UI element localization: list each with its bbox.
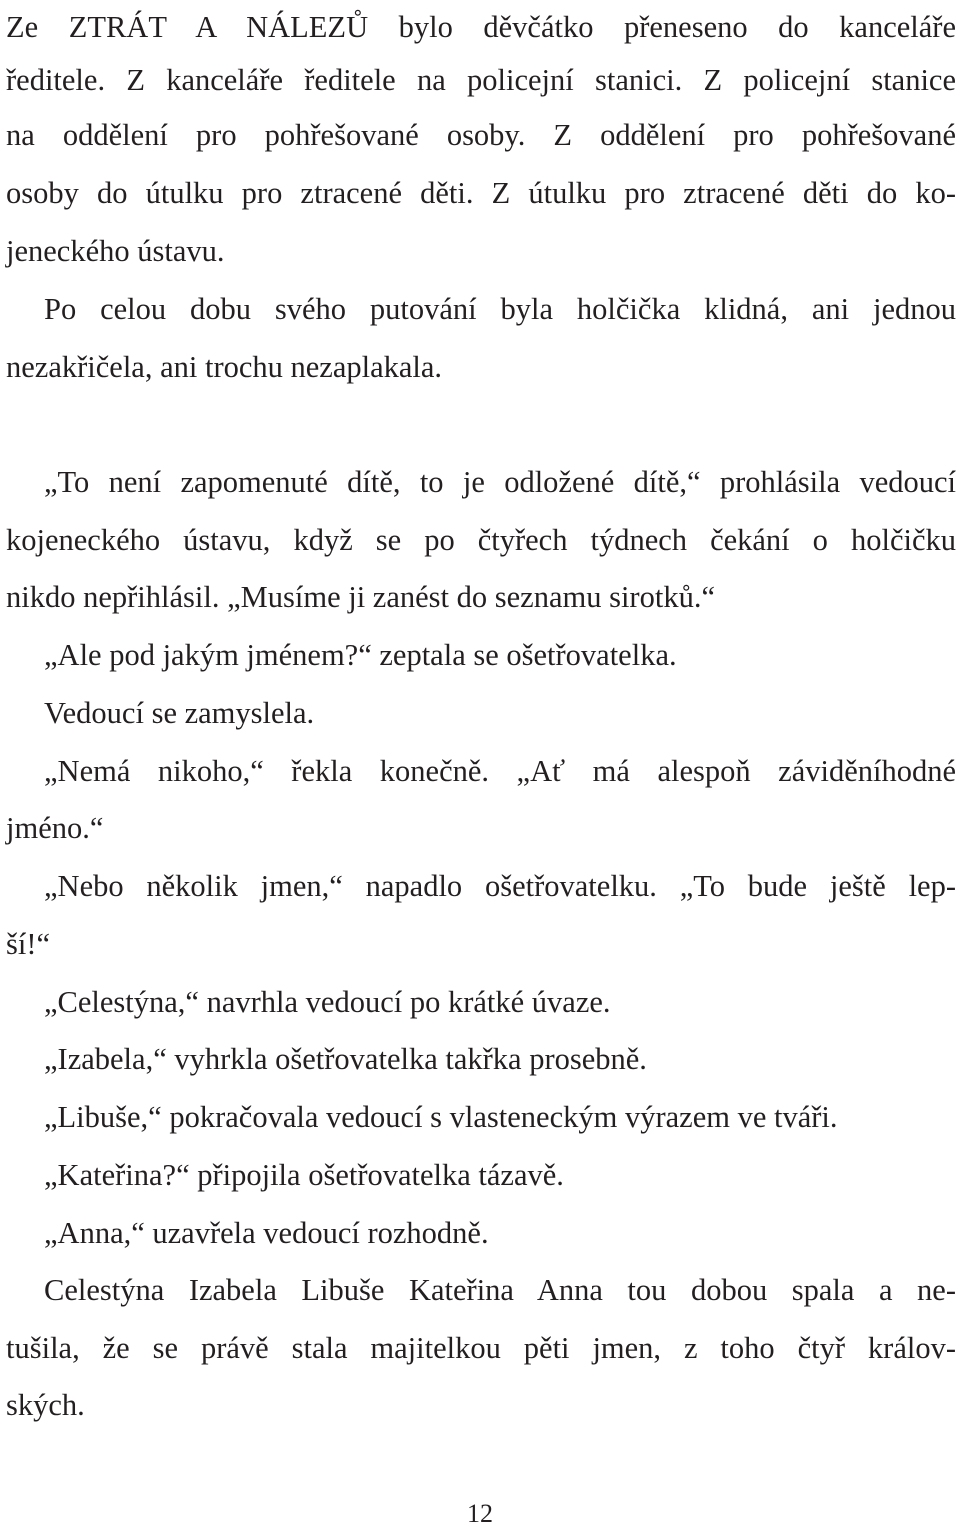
text-line: „Anna,“ uzavřela vedoucí rozhodně. <box>44 1216 489 1250</box>
text-line: „Izabela,“ vyhrkla ošetřovatelka takřka prosebně. <box>44 1042 647 1076</box>
text-line: jméno.“ <box>6 811 104 845</box>
text-line: nezakřičela, ani trochu nezaplakala. <box>6 350 443 384</box>
text-line: „To není zapomenuté dítě, to je odložené dítě,“ prohlásila vedoucí <box>44 465 956 499</box>
text-line: „Ale pod jakým jménem?“ zeptala se ošetřovatelka. <box>44 638 677 672</box>
text-line: „Libuše,“ pokračovala vedoucí s vlasteneckým výrazem ve tváři. <box>44 1100 838 1134</box>
text-line: kojeneckého ústavu, když se po čtyřech týdnech čekání o holčičku <box>6 523 956 557</box>
text-line: ší!“ <box>6 927 51 961</box>
text-line: „Nebo několik jmen,“ napadlo ošetřovatelku. „To bude ještě lep- <box>44 869 956 903</box>
text-line: tušila, že se právě stala majitelkou pěti jmen, z toho čtyř králov- <box>6 1331 956 1365</box>
text-line: ských. <box>6 1388 85 1422</box>
text-line: ředitele. Z kanceláře ředitele na policejní stanici. Z policejní stanice <box>6 63 956 97</box>
text-line: Vedoucí se zamyslela. <box>44 696 315 730</box>
text-line: jeneckého ústavu. <box>6 234 225 268</box>
text-line: „Nemá nikoho,“ řekla konečně. „Ať má alespoň záviděníhodné <box>44 754 956 788</box>
text-line: na oddělení pro pohřešované osoby. Z oddělení pro pohřešované <box>6 118 956 152</box>
page-number: 12 <box>467 1499 493 1528</box>
text-line: Celestýna Izabela Libuše Kateřina Anna tou dobou spala a ne- <box>44 1273 956 1307</box>
text-line: „Kateřina?“ připojila ošetřovatelka tázavě. <box>44 1158 564 1192</box>
text-line: nikdo nepřihlásil. „Musíme ji zanést do seznamu sirotků.“ <box>6 580 715 614</box>
text-line: osoby do útulku pro ztracené děti. Z útulku pro ztracené děti do ko- <box>6 176 956 210</box>
text-line: „Celestýna,“ navrhla vedoucí po krátké úvaze. <box>44 985 611 1019</box>
text-line: Po celou dobu svého putování byla holčička klidná, ani jednou <box>44 292 956 326</box>
text-line: Ze ZTRÁT A NÁLEZŮ bylo děvčátko přeneseno do kanceláře <box>6 10 956 44</box>
